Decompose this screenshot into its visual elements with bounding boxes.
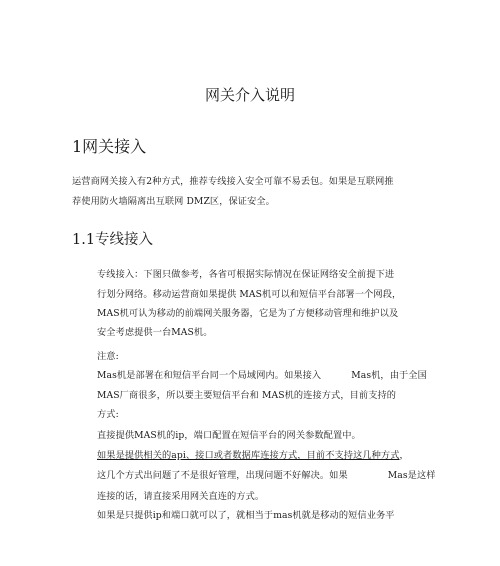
note-line: 如果是只提供ip和端口就可以了，就相当于mas机就是移动的短信业务平 <box>97 510 395 521</box>
note-line <box>97 447 409 461</box>
paragraph-line: 行划分网络。移动运营商如果提供 MAS机可以和短信平台部署一个网段， <box>97 289 402 300</box>
note-line: 直接提供MAS机的ip，端口配置在短信平台的网关参数配置中。 <box>97 430 361 441</box>
underlined-text: 如果是提供相关的api、接口或者数据库连接方式，目前不支持这几种方式 <box>97 450 400 461</box>
note-line: 方式: <box>97 409 119 420</box>
note-text: Mas机，由于全国 <box>351 370 427 381</box>
paragraph-line: MAS机可认为移动的前端网关服务器，它是为了方便移动管理和维护以及 <box>97 308 399 319</box>
document-title: 网关介入说明 <box>204 86 295 104</box>
note-line <box>97 367 427 381</box>
note-label: 注意: <box>97 351 119 362</box>
paragraph-line: 专线接入：下图只做参考，各省可根据实际情况在保证网络安全前提下进 <box>97 269 395 280</box>
paragraph-line: 安全考虑提供一台MAS机。 <box>97 327 213 338</box>
note-line: MAS厂商很多，所以要主要短信平台和 MAS机的连接方式，目前支持的 <box>97 390 397 401</box>
section-heading-gateway-access: 1网关接入 <box>72 137 147 156</box>
paragraph-line: 荐使用防火墙隔离出互联网 DMZ区，保证安全。 <box>72 196 275 207</box>
section-heading-dedicated-line: 1.1专线接入 <box>72 232 154 248</box>
note-text: Mas是这样 <box>387 470 436 481</box>
note-text: Mas机是部署在和短信平台同一个局域网内。如果接入 <box>97 370 322 381</box>
note-line <box>97 467 436 481</box>
paragraph-line: 运营商网关接入有2种方式，推荐专线接入安全可靠不易丢包。如果是互联网推 <box>72 176 394 187</box>
note-text: 这几个方式出问题了不是很好管理，出现问题不好解决。如果 <box>97 470 348 481</box>
note-text: ， <box>399 450 409 461</box>
note-line: 连接的话，请直接采用网关直连的方式。 <box>97 491 265 502</box>
